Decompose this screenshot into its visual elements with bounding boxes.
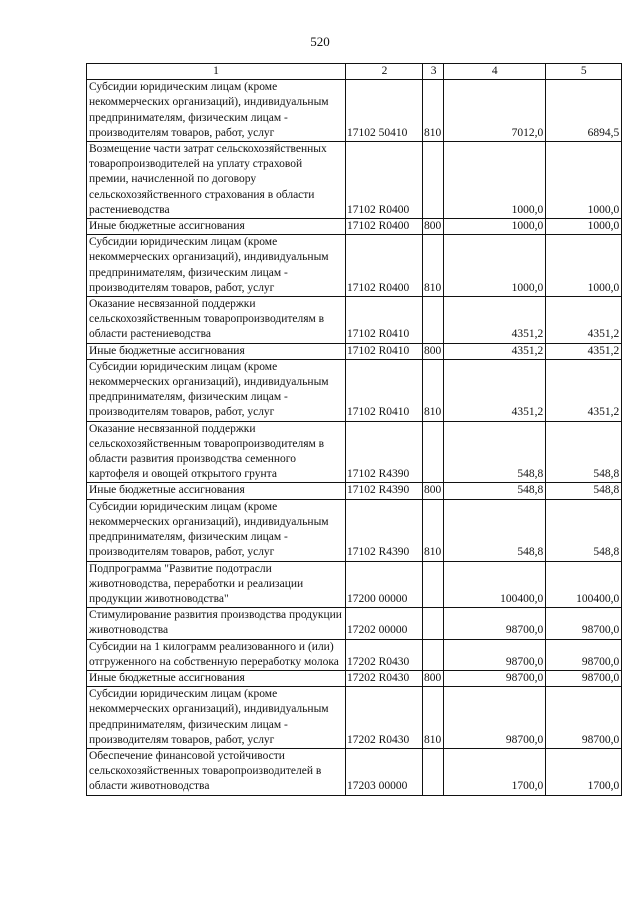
row-amount-cell: 98700,0 [444, 670, 546, 686]
row-code-cell: 17102 R0400 [346, 142, 423, 219]
table-row [87, 561, 622, 608]
table-row [87, 235, 622, 297]
row-expense-type-cell [423, 142, 444, 219]
row-amount-cell: 98700,0 [444, 687, 546, 749]
row-name-cell: Иные бюджетные ассигнования [87, 219, 346, 235]
row-expense-type-cell [423, 561, 444, 608]
budget-table [86, 63, 622, 796]
table-row [87, 421, 622, 483]
row-code-cell: 17102 R4390 [346, 483, 423, 499]
row-code-cell: 17102 R0410 [346, 359, 423, 421]
table-row [87, 670, 622, 686]
row-amount-cell: 98700,0 [546, 670, 622, 686]
row-code-cell: 17102 R0410 [346, 297, 423, 344]
row-amount-cell: 548,8 [444, 499, 546, 561]
row-amount-cell: 100400,0 [444, 561, 546, 608]
row-amount-cell: 98700,0 [444, 608, 546, 639]
row-expense-type-cell [423, 421, 444, 483]
row-amount-cell: 98700,0 [546, 608, 622, 639]
row-code-cell: 17102 50410 [346, 80, 423, 142]
row-amount-cell: 98700,0 [444, 639, 546, 670]
row-name-cell: Стимулирование развития производства продукции животноводства [87, 608, 346, 639]
row-amount-cell: 1000,0 [546, 235, 622, 297]
row-amount-cell: 6894,5 [546, 80, 622, 142]
row-expense-type-cell: 810 [423, 499, 444, 561]
table-row [87, 748, 622, 795]
row-expense-type-cell: 810 [423, 80, 444, 142]
row-amount-cell: 1000,0 [546, 219, 622, 235]
table-row [87, 608, 622, 639]
row-amount-cell: 4351,2 [546, 359, 622, 421]
row-name-cell: Субсидии на 1 килограмм реализованного и (или) отгруженного на собственную переработку молока [87, 639, 346, 670]
row-name-cell: Подпрограмма "Развитие подотрасли животноводства, переработки и реализации продукции животноводства" [87, 561, 346, 608]
row-amount-cell: 4351,2 [444, 359, 546, 421]
row-code-cell: 17102 R4390 [346, 499, 423, 561]
row-amount-cell: 100400,0 [546, 561, 622, 608]
row-amount-cell: 4351,2 [444, 297, 546, 344]
row-expense-type-cell [423, 748, 444, 795]
row-amount-cell: 548,8 [444, 421, 546, 483]
table-row [87, 359, 622, 421]
row-amount-cell: 98700,0 [546, 639, 622, 670]
row-amount-cell: 4351,2 [546, 297, 622, 344]
header-col-2: 2 [346, 64, 423, 80]
row-code-cell: 17102 R4390 [346, 421, 423, 483]
row-name-cell: Субсидии юридическим лицам (кроме некоммерческих организаций), индивидуальным предпринимателям, физическим лицам - производителям товаров, работ, услуг [87, 359, 346, 421]
row-amount-cell: 1700,0 [444, 748, 546, 795]
page-number: 520 [310, 34, 330, 49]
row-amount-cell: 548,8 [546, 421, 622, 483]
row-code-cell: 17202 R0430 [346, 639, 423, 670]
row-name-cell: Субсидии юридическим лицам (кроме некоммерческих организаций), индивидуальным предпринимателям, физическим лицам - производителям товаров, работ, услуг [87, 235, 346, 297]
row-name-cell: Возмещение части затрат сельскохозяйственных товаропроизводителей на уплату страховой премии, начисленной по договору сельскохозяйственного страхования в области растениеводства [87, 142, 346, 219]
row-name-cell: Иные бюджетные ассигнования [87, 670, 346, 686]
table-row [87, 499, 622, 561]
row-name-cell: Оказание несвязанной поддержки сельскохозяйственным товаропроизводителям в области развития производства семенного картофеля и овощей открытого грунта [87, 421, 346, 483]
table-row [87, 142, 622, 219]
row-expense-type-cell [423, 639, 444, 670]
table-row [87, 639, 622, 670]
row-amount-cell: 4351,2 [444, 343, 546, 359]
row-amount-cell: 4351,2 [546, 343, 622, 359]
row-expense-type-cell [423, 297, 444, 344]
row-amount-cell: 7012,0 [444, 80, 546, 142]
table-row [87, 343, 622, 359]
table-row [87, 219, 622, 235]
header-col-1: 1 [87, 64, 346, 80]
row-amount-cell: 548,8 [444, 483, 546, 499]
header-col-5: 5 [546, 64, 622, 80]
table-row [87, 687, 622, 749]
row-expense-type-cell: 800 [423, 483, 444, 499]
row-expense-type-cell: 810 [423, 235, 444, 297]
row-code-cell: 17202 R0430 [346, 670, 423, 686]
row-expense-type-cell: 800 [423, 670, 444, 686]
row-name-cell: Оказание несвязанной поддержки сельскохозяйственным товаропроизводителям в области растениеводства [87, 297, 346, 344]
table-row [87, 80, 622, 142]
table-row [87, 297, 622, 344]
row-code-cell: 17202 00000 [346, 608, 423, 639]
row-expense-type-cell: 810 [423, 687, 444, 749]
row-amount-cell: 1000,0 [444, 235, 546, 297]
row-expense-type-cell: 800 [423, 343, 444, 359]
row-amount-cell: 548,8 [546, 483, 622, 499]
row-amount-cell: 1000,0 [444, 142, 546, 219]
row-name-cell: Иные бюджетные ассигнования [87, 483, 346, 499]
header-col-4: 4 [444, 64, 546, 80]
row-name-cell: Иные бюджетные ассигнования [87, 343, 346, 359]
row-amount-cell: 1000,0 [546, 142, 622, 219]
row-name-cell: Субсидии юридическим лицам (кроме некоммерческих организаций), индивидуальным предпринимателям, физическим лицам - производителям товаров, работ, услуг [87, 687, 346, 749]
row-code-cell: 17102 R0400 [346, 219, 423, 235]
row-name-cell: Субсидии юридическим лицам (кроме некоммерческих организаций), индивидуальным предпринимателям, физическим лицам - производителям товаров, работ, услуг [87, 499, 346, 561]
row-code-cell: 17203 00000 [346, 748, 423, 795]
header-col-3: 3 [423, 64, 444, 80]
row-amount-cell: 1000,0 [444, 219, 546, 235]
row-code-cell: 17202 R0430 [346, 687, 423, 749]
row-amount-cell: 548,8 [546, 499, 622, 561]
row-expense-type-cell [423, 608, 444, 639]
row-expense-type-cell: 800 [423, 219, 444, 235]
row-amount-cell: 1700,0 [546, 748, 622, 795]
row-code-cell: 17102 R0410 [346, 343, 423, 359]
row-name-cell: Субсидии юридическим лицам (кроме некоммерческих организаций), индивидуальным предпринимателям, физическим лицам - производителям товаров, работ, услуг [87, 80, 346, 142]
row-name-cell: Обеспечение финансовой устойчивости сельскохозяйственных товаропроизводителей в области животноводства [87, 748, 346, 795]
row-code-cell: 17200 00000 [346, 561, 423, 608]
table-header-row [87, 64, 622, 80]
row-expense-type-cell: 810 [423, 359, 444, 421]
row-amount-cell: 98700,0 [546, 687, 622, 749]
row-code-cell: 17102 R0400 [346, 235, 423, 297]
table-row [87, 483, 622, 499]
